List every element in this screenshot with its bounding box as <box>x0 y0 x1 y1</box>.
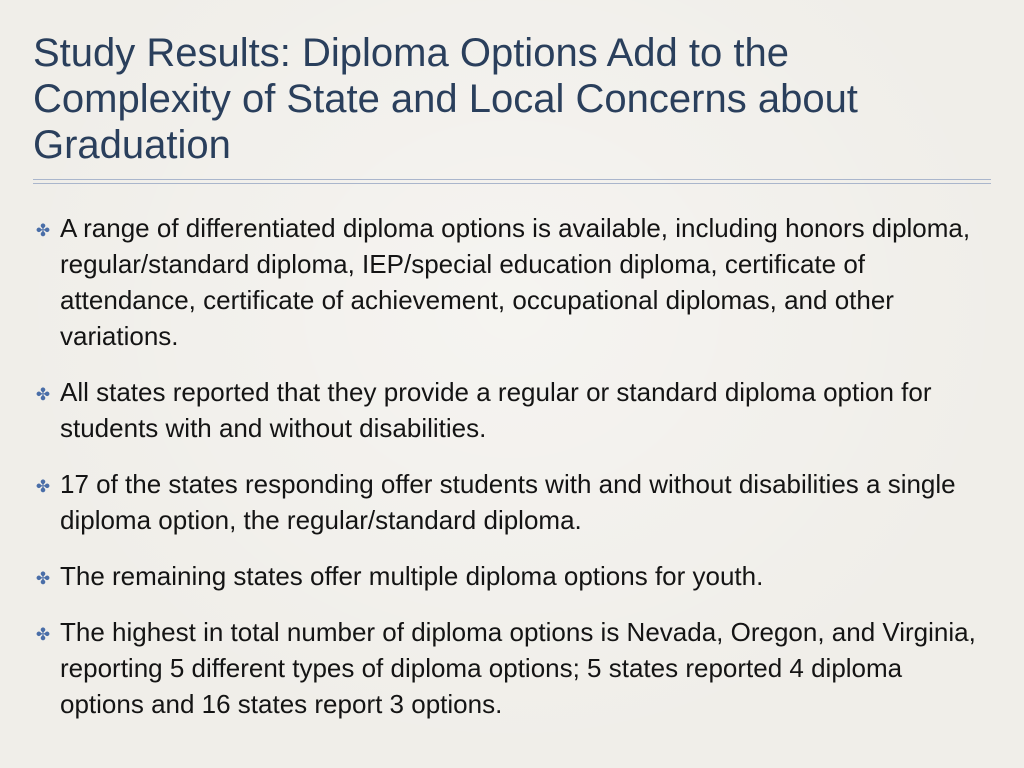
bullet-item <box>33 558 993 594</box>
four-pointed-star-icon: ✤ <box>35 625 51 644</box>
bullet-item <box>33 466 993 538</box>
bullet-text: The highest in total number of diploma options is Nevada, Oregon, and Virginia, reporting 5 different types of diploma options; 5 states reported 4 diploma options and 16 states report 3 options. <box>60 617 976 719</box>
four-pointed-star-icon: ✤ <box>35 221 51 240</box>
bullet-item <box>33 210 993 354</box>
bullet-text: 17 of the states responding offer students with and without disabilities a single diploma option, the regular/standard diploma. <box>60 469 956 535</box>
title-divider-bottom <box>33 183 991 184</box>
bullet-text: All states reported that they provide a regular or standard diploma option for students with and without disabilities. <box>60 377 932 443</box>
bullet-item <box>33 374 993 446</box>
four-pointed-star-icon: ✤ <box>35 385 51 404</box>
bullet-text: A range of differentiated diploma options is available, including honors diploma, regular/standard diploma, IEP/special education diploma, certificate of attendance, certificate of achievement, occupational diplomas, and other variations. <box>60 213 971 351</box>
slide-title: Study Results: Diploma Options Add to the Complexity of State and Local Concerns about Graduation <box>33 31 858 167</box>
bullet-text: The remaining states offer multiple diploma options for youth. <box>60 561 764 591</box>
bullet-item <box>33 614 993 722</box>
bullet-list <box>33 210 993 742</box>
four-pointed-star-icon: ✤ <box>35 569 51 588</box>
four-pointed-star-icon: ✤ <box>35 477 51 496</box>
title-divider-top <box>33 179 991 180</box>
